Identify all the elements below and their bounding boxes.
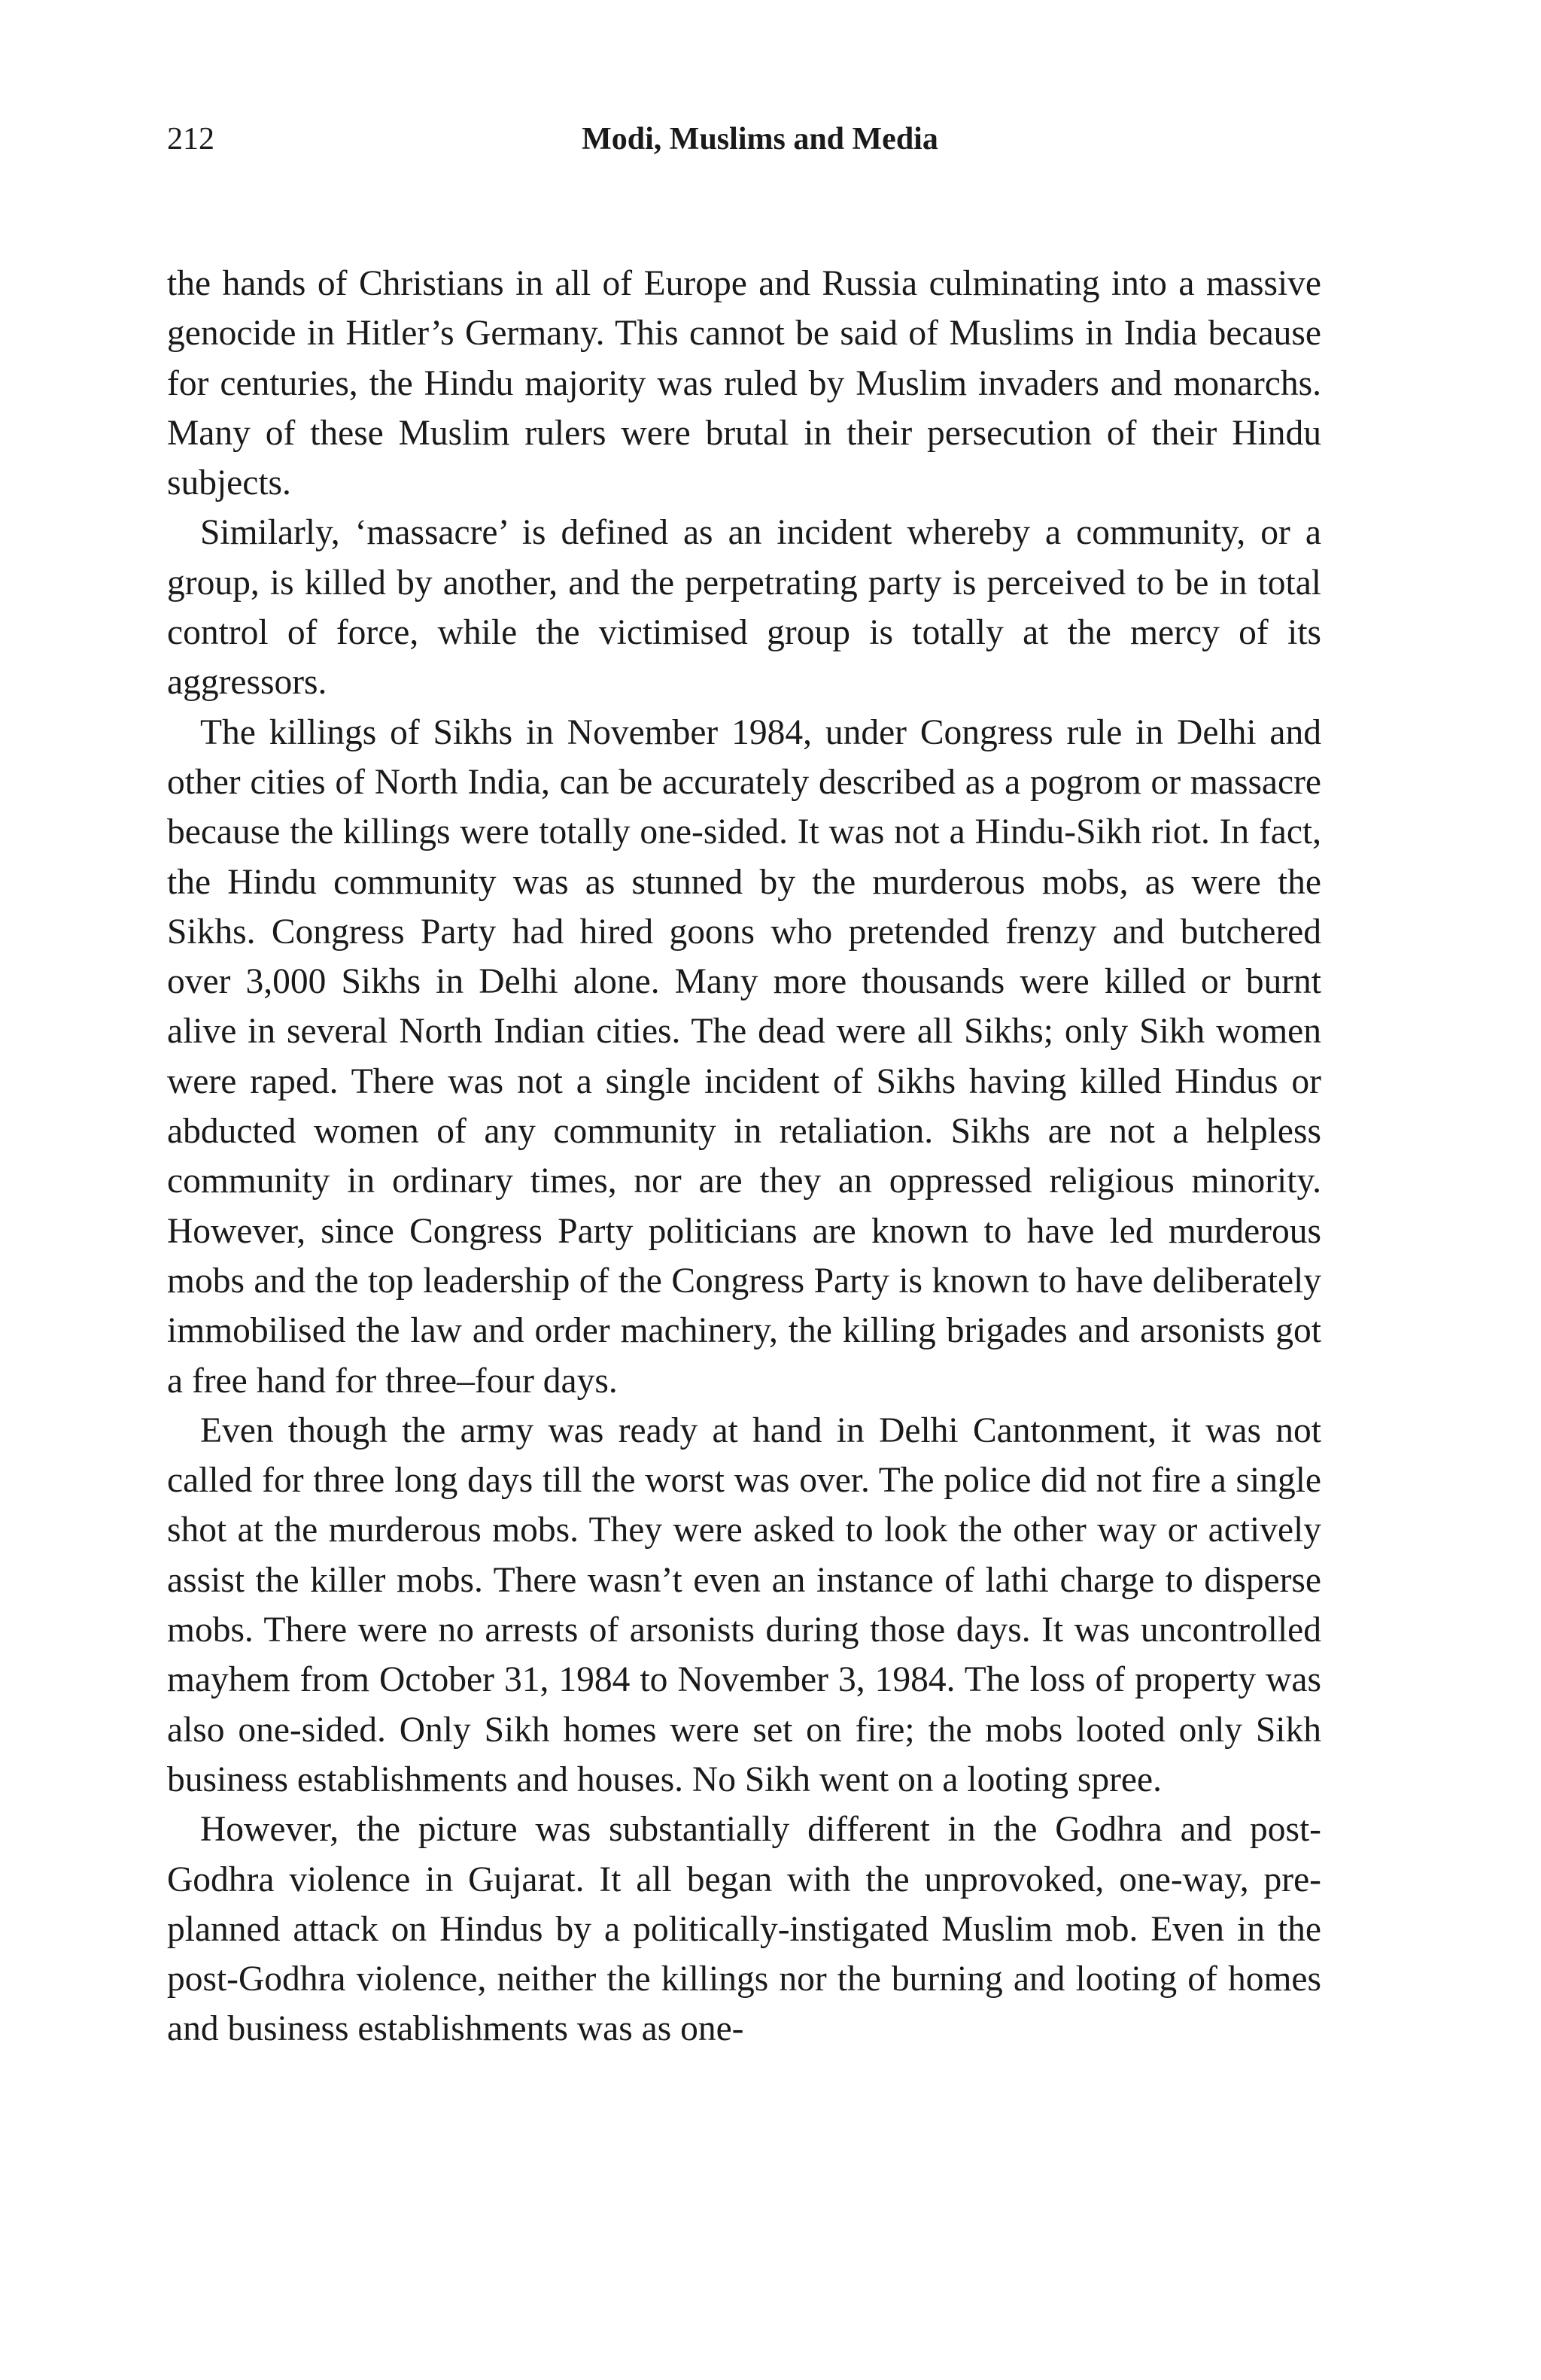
- body-text: [167, 259, 1321, 2054]
- paragraph-3: The killings of Sikhs in November 1984, under Congress rule in Delhi and other cities of North India, can be accurately described as a pogrom or massacre because the killings were totally one-sided. It was not a Hindu-Sikh riot. In fact, the Hindu community was as stunned by the murderous mobs, as were the Sikhs. Congress Party had hired goons who pretended frenzy and butchered over 3,000 Sikhs in Delhi alone. Many more thousands were killed or burnt alive in several North Indian cities. The dead were all Sikhs; only Sikh women were raped. There was not a single incident of Sikhs having killed Hindus or abducted women of any community in retaliation. Sikhs are not a helpless community in ordinary times, nor are they an oppressed religious minority. However, since Congress Party politicians are known to have led murderous mobs and the top leadership of the Congress Party is known to have deliberately immobilised the law and order machinery, the killing brigades and arsonists got a free hand for three–four days.: [167, 712, 1321, 1401]
- running-title: Modi, Muslims and Media: [582, 122, 938, 156]
- page-number: 212: [167, 122, 214, 156]
- paragraph-4: Even though the army was ready at hand in Delhi Cantonment, it was not called for three long days till the worst was over. The police did not fire a single shot at the murderous mobs. They were asked to look the other way or actively assist the killer mobs. There wasn’t even an instance of lathi charge to disperse mobs. There were no arrests of arsonists during those days. It was uncontrolled mayhem from October 31, 1984 to November 3, 1984. The loss of property was also one-sided. Only Sikh homes were set on fire; the mobs looted only Sikh business establishments and houses. No Sikh went on a looting spree.: [167, 1410, 1321, 1799]
- paragraph-5: However, the picture was substantially different in the Godhra and post-Godhra violence in Gujarat. It all began with the unprovoked, one-way, pre-planned attack on Hindus by a politically-instigated Muslim mob. Even in the post-Godhra violence, neither the killings nor the burning and looting of homes and business establishments was as one-: [167, 1810, 1321, 2049]
- running-head: [167, 113, 1323, 165]
- paragraph-2: Similarly, ‘massacre’ is defined as an incident whereby a community, or a group, is killed by another, and the perpetrating party is perceived to be in total control of force, while the victimised group is totally at the mercy of its aggressors.: [167, 513, 1321, 703]
- paragraph-1: the hands of Christians in all of Europe and Russia culminating into a massive genocide in Hitler’s Germany. This cannot be said of Muslims in India because for centuries, the Hindu majority was ruled by Muslim invaders and monarchs. Many of these Muslim rulers were brutal in their persecution of their Hindu subjects.: [167, 264, 1321, 503]
